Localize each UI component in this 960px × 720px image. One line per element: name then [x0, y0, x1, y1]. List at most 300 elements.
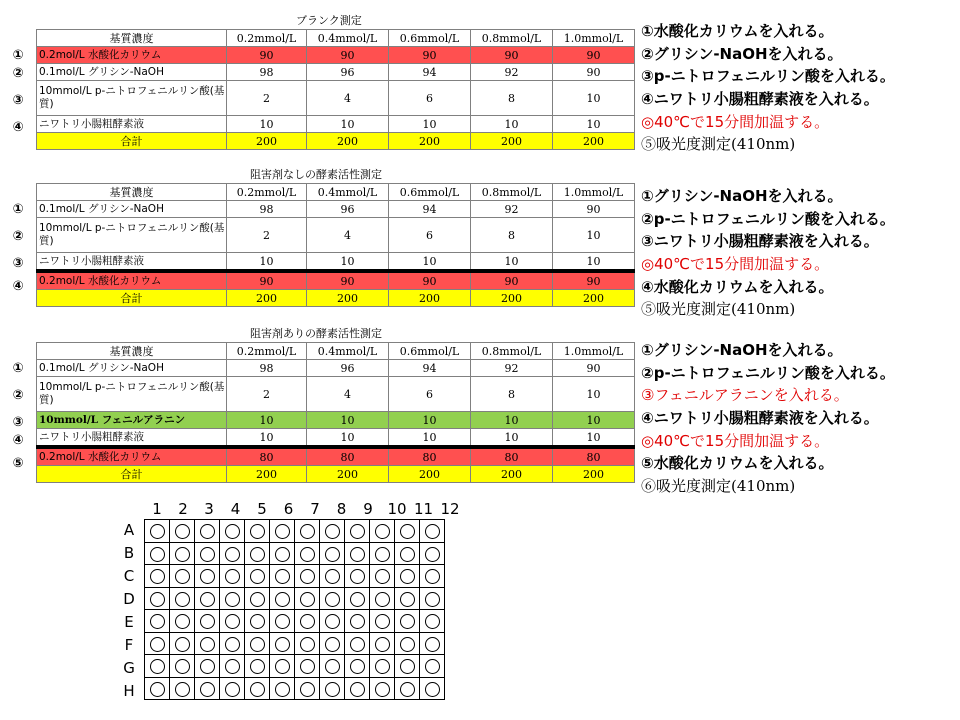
- well-circle-icon: [250, 524, 265, 539]
- plate-well-cell: [395, 587, 420, 610]
- plate-row: [145, 632, 445, 655]
- well-circle-icon: [325, 569, 340, 584]
- well-circle-icon: [300, 659, 315, 674]
- header-cell: 0.4mmol/L: [307, 343, 389, 360]
- step-text: ⑤水酸化カリウムを入れる。: [641, 454, 834, 473]
- plate-well-cell: [420, 655, 445, 678]
- value-cell: 96: [307, 64, 389, 81]
- well-circle-icon: [375, 592, 390, 607]
- table-row: [37, 64, 635, 81]
- well-circle-icon: [375, 524, 390, 539]
- well-circle-icon: [200, 659, 215, 674]
- well-circle-icon: [150, 637, 165, 652]
- value-cell: 2: [227, 377, 307, 412]
- step-text: ③フェニルアラニンを入れる。: [641, 386, 849, 405]
- value-cell: 2: [227, 81, 307, 116]
- header-cell: 0.6mmol/L: [389, 184, 471, 201]
- value-cell: 200: [389, 290, 471, 307]
- value-cell: 200: [553, 133, 635, 150]
- plate-well-cell: [345, 632, 370, 655]
- well-circle-icon: [200, 637, 215, 652]
- plate-well-cell: [295, 610, 320, 633]
- plate-well-cell: [245, 655, 270, 678]
- well-circle-icon: [175, 659, 190, 674]
- well-circle-icon: [225, 547, 240, 562]
- value-cell: 6: [389, 377, 471, 412]
- plate-well-cell: [220, 632, 245, 655]
- noinhib-row-num: ④: [12, 279, 24, 294]
- header-cell: 基質濃度: [37, 184, 227, 201]
- value-cell: 10: [553, 429, 635, 448]
- value-cell: 98: [227, 201, 307, 218]
- blank-steps: [641, 20, 895, 156]
- well-circle-icon: [375, 547, 390, 562]
- value-cell: 94: [389, 360, 471, 377]
- well-circle-icon: [300, 547, 315, 562]
- plate-well-cell: [345, 542, 370, 565]
- reagent-name: ニワトリ小腸粗酵素液: [37, 116, 227, 133]
- plate-well-cell: [370, 610, 395, 633]
- well-circle-icon: [250, 637, 265, 652]
- value-cell: 200: [307, 466, 389, 483]
- plate-well-cell: [295, 587, 320, 610]
- value-cell: 10: [389, 429, 471, 448]
- reagent-name: 0.1mol/L グリシン-NaOH: [37, 201, 227, 218]
- table-header-row: [37, 184, 635, 201]
- noinhib-row-num: ①: [12, 202, 24, 217]
- plate-col-label: 2: [178, 500, 188, 518]
- total-row: [37, 290, 635, 307]
- plate-well-cell: [220, 542, 245, 565]
- value-cell: 200: [227, 466, 307, 483]
- step-text: ◎40℃で15分間加温する。: [641, 431, 830, 450]
- plate-col-label: 10: [387, 500, 407, 518]
- total-row: [37, 133, 635, 150]
- well-circle-icon: [425, 569, 440, 584]
- plate-well-cell: [420, 520, 445, 543]
- reagent-name: 0.1mol/L グリシン-NaOH: [37, 64, 227, 81]
- plate-well-cell: [295, 655, 320, 678]
- plate-well-cell: [420, 587, 445, 610]
- plate-well-cell: [145, 587, 170, 610]
- plate-well-cell: [395, 655, 420, 678]
- plate-well-cell: [270, 587, 295, 610]
- plate-col-label: 6: [283, 500, 294, 518]
- value-cell: 10: [553, 377, 635, 412]
- plate-well-cell: [170, 542, 195, 565]
- plate-well-cell: [345, 520, 370, 543]
- plate-well-cell: [270, 542, 295, 565]
- well-circle-icon: [150, 524, 165, 539]
- plate-well-cell: [320, 542, 345, 565]
- header-cell: 0.6mmol/L: [389, 30, 471, 47]
- value-cell: 90: [553, 47, 635, 64]
- value-cell: 200: [389, 133, 471, 150]
- header-cell: 0.6mmol/L: [389, 343, 471, 360]
- plate-well-cell: [170, 632, 195, 655]
- well-circle-icon: [350, 614, 365, 629]
- well-circle-icon: [400, 637, 415, 652]
- step-text: ④ニワトリ小腸粗酵素液を入れる。: [641, 409, 879, 428]
- plate-well-cell: [395, 632, 420, 655]
- reagent-name: 10mmol/L p-ニトロフェニルリン酸(基質): [37, 218, 227, 253]
- well-circle-icon: [375, 569, 390, 584]
- value-cell: 90: [227, 271, 307, 290]
- value-cell: 10: [389, 253, 471, 272]
- value-cell: 90: [553, 201, 635, 218]
- value-cell: 92: [471, 360, 553, 377]
- well-circle-icon: [300, 682, 315, 697]
- well-circle-icon: [325, 637, 340, 652]
- plate-well-cell: [370, 565, 395, 588]
- well-circle-icon: [425, 637, 440, 652]
- value-cell: 10: [471, 116, 553, 133]
- well-circle-icon: [300, 592, 315, 607]
- table-row: [37, 81, 635, 116]
- blank-row-num: ①: [12, 48, 24, 63]
- plate-well-cell: [345, 565, 370, 588]
- plate-well-cell: [195, 610, 220, 633]
- plate-row: [145, 520, 445, 543]
- step-text: ①グリシン-NaOHを入れる。: [641, 187, 843, 205]
- plate-well-cell: [145, 655, 170, 678]
- value-cell: 10: [471, 253, 553, 272]
- step-text: ④水酸化カリウムを入れる。: [641, 277, 834, 296]
- value-cell: 200: [553, 290, 635, 307]
- plate-well-cell: [245, 632, 270, 655]
- value-cell: 90: [307, 271, 389, 290]
- plate-row-label: G: [123, 659, 135, 677]
- well-circle-icon: [425, 524, 440, 539]
- plate-well-cell: [370, 542, 395, 565]
- value-cell: 80: [227, 447, 307, 466]
- well-circle-icon: [300, 524, 315, 539]
- plate-row-label: D: [123, 590, 135, 608]
- reagent-name: 0.2mol/L 水酸化カリウム: [37, 447, 227, 466]
- reagent-name: 10mmol/L p-ニトロフェニルリン酸(基質): [37, 377, 227, 412]
- well-circle-icon: [150, 614, 165, 629]
- plate-row: [145, 677, 445, 700]
- well-circle-icon: [375, 682, 390, 697]
- inhib-title: 阻害剤ありの酵素活性測定: [250, 327, 382, 340]
- plate-well-cell: [320, 520, 345, 543]
- well-circle-icon: [350, 547, 365, 562]
- well-circle-icon: [350, 524, 365, 539]
- well-circle-icon: [275, 569, 290, 584]
- blank-row-num: ④: [12, 120, 24, 135]
- total-row: [37, 466, 635, 483]
- plate-row-label: A: [123, 521, 135, 539]
- plate-well-cell: [270, 632, 295, 655]
- plate-well-cell: [170, 565, 195, 588]
- value-cell: 10: [553, 412, 635, 429]
- well-circle-icon: [225, 659, 240, 674]
- plate-well-cell: [245, 542, 270, 565]
- well-circle-icon: [275, 659, 290, 674]
- plate-well-cell: [395, 520, 420, 543]
- plate-well-cell: [245, 520, 270, 543]
- plate-well-cell: [295, 520, 320, 543]
- well-circle-icon: [200, 524, 215, 539]
- value-cell: 200: [471, 133, 553, 150]
- well-circle-icon: [325, 682, 340, 697]
- value-cell: 80: [471, 447, 553, 466]
- value-cell: 10: [553, 116, 635, 133]
- well-circle-icon: [275, 614, 290, 629]
- inhib-row-num: ⑤: [12, 456, 24, 471]
- value-cell: 94: [389, 201, 471, 218]
- plate-row-label: H: [123, 682, 135, 700]
- well-circle-icon: [400, 592, 415, 607]
- plate-well-cell: [345, 677, 370, 700]
- value-cell: 92: [471, 201, 553, 218]
- plate-row: [145, 565, 445, 588]
- inhib-steps: [641, 339, 895, 498]
- value-cell: 92: [471, 64, 553, 81]
- blank-row-num: ②: [12, 66, 24, 81]
- header-cell: 1.0mmol/L: [553, 343, 635, 360]
- inhib-row-num: ①: [12, 361, 24, 376]
- noinhib-steps: [641, 185, 895, 321]
- value-cell: 90: [227, 47, 307, 64]
- plate-row: [145, 542, 445, 565]
- inhibitor-row: [37, 412, 635, 429]
- plate-well-cell: [245, 610, 270, 633]
- well-circle-icon: [425, 659, 440, 674]
- well-circle-icon: [225, 637, 240, 652]
- value-cell: 90: [553, 360, 635, 377]
- well-circle-icon: [400, 569, 415, 584]
- value-cell: 10: [307, 253, 389, 272]
- well-circle-icon: [200, 547, 215, 562]
- well-circle-icon: [225, 592, 240, 607]
- value-cell: 10: [307, 429, 389, 448]
- well-circle-icon: [400, 547, 415, 562]
- plate-col-label: 1: [152, 500, 162, 518]
- well-circle-icon: [225, 569, 240, 584]
- value-cell: 200: [389, 466, 471, 483]
- value-cell: 4: [307, 218, 389, 253]
- reagent-name: ニワトリ小腸粗酵素液: [37, 429, 227, 448]
- plate-well-cell: [370, 655, 395, 678]
- plate-well-cell: [170, 677, 195, 700]
- well-circle-icon: [425, 592, 440, 607]
- plate-well-cell: [170, 520, 195, 543]
- value-cell: 80: [389, 447, 471, 466]
- plate-col-label: 11: [413, 500, 434, 518]
- table-row: [37, 360, 635, 377]
- well-circle-icon: [250, 659, 265, 674]
- plate-well-cell: [345, 587, 370, 610]
- step-text: ④ニワトリ小腸粗酵素液を入れる。: [641, 90, 879, 109]
- blank-title: ブランク測定: [296, 14, 362, 27]
- value-cell: 8: [471, 218, 553, 253]
- plate-well-cell: [320, 610, 345, 633]
- plate-well-cell: [170, 610, 195, 633]
- well-circle-icon: [275, 682, 290, 697]
- table-row: [37, 47, 635, 64]
- plate-well-cell: [195, 587, 220, 610]
- plate-row: [145, 655, 445, 678]
- value-cell: 200: [471, 290, 553, 307]
- value-cell: 10: [307, 116, 389, 133]
- well-circle-icon: [175, 614, 190, 629]
- value-cell: 10: [553, 253, 635, 272]
- value-cell: 90: [389, 271, 471, 290]
- reagent-name: 0.2mol/L 水酸化カリウム: [37, 271, 227, 290]
- plate-col-label: 9: [363, 500, 373, 518]
- header-cell: 0.2mmol/L: [227, 30, 307, 47]
- table-header-row: [37, 343, 635, 360]
- plate-well-cell: [370, 587, 395, 610]
- value-cell: 90: [307, 47, 389, 64]
- step-text: ③p-ニトロフェニルリン酸を入れる。: [641, 67, 895, 86]
- plate-well-cell: [320, 587, 345, 610]
- well-circle-icon: [200, 569, 215, 584]
- step-text: ③ニワトリ小腸粗酵素液を入れる。: [641, 232, 879, 251]
- well-circle-icon: [250, 569, 265, 584]
- well-circle-icon: [200, 614, 215, 629]
- well-circle-icon: [250, 592, 265, 607]
- plate-well-cell: [370, 632, 395, 655]
- well-circle-icon: [350, 682, 365, 697]
- well-circle-icon: [175, 547, 190, 562]
- value-cell: 10: [227, 412, 307, 429]
- plate-well-cell: [220, 565, 245, 588]
- plate-well-cell: [395, 677, 420, 700]
- reagent-name: ニワトリ小腸粗酵素液: [37, 253, 227, 272]
- plate-col-label: 5: [257, 500, 267, 518]
- plate-well-cell: [220, 655, 245, 678]
- table-row: [37, 218, 635, 253]
- plate-col-label: 8: [336, 500, 347, 518]
- well-circle-icon: [400, 524, 415, 539]
- step-text: ②p-ニトロフェニルリン酸を入れる。: [641, 363, 895, 382]
- reagent-name: 10mmol/L フェニルアラニン: [37, 412, 227, 429]
- reagent-name: 10mmol/L p-ニトロフェニルリン酸(基質): [37, 81, 227, 116]
- table-row: [37, 377, 635, 412]
- plate-well-cell: [345, 610, 370, 633]
- plate-well-cell: [320, 632, 345, 655]
- plate-well-cell: [145, 610, 170, 633]
- table-row: [37, 253, 635, 272]
- plate-well-cell: [220, 587, 245, 610]
- total-label: 合計: [37, 466, 227, 483]
- well-circle-icon: [150, 592, 165, 607]
- blank-row-num: ③: [12, 93, 24, 108]
- well-circle-icon: [250, 547, 265, 562]
- plate-well-cell: [420, 632, 445, 655]
- plate-col-label: 3: [204, 500, 214, 518]
- header-cell: 1.0mmol/L: [553, 30, 635, 47]
- plate-row-label: C: [123, 567, 135, 585]
- plate-well-cell: [320, 677, 345, 700]
- value-cell: 90: [553, 64, 635, 81]
- table-row: [37, 429, 635, 448]
- step-text: ②グリシン-NaOHを入れる。: [641, 44, 843, 63]
- well-circle-icon: [325, 592, 340, 607]
- value-cell: 10: [389, 116, 471, 133]
- well-circle-icon: [250, 682, 265, 697]
- value-cell: 200: [227, 290, 307, 307]
- header-cell: 0.4mmol/L: [307, 30, 389, 47]
- value-cell: 96: [307, 360, 389, 377]
- well-circle-icon: [225, 524, 240, 539]
- plate-col-label: 4: [230, 500, 241, 518]
- table-row: [37, 116, 635, 133]
- well-circle-icon: [300, 614, 315, 629]
- plate-well-cell: [195, 655, 220, 678]
- value-cell: 10: [307, 412, 389, 429]
- plate-well-cell: [145, 542, 170, 565]
- plate-well-cell: [345, 655, 370, 678]
- value-cell: 6: [389, 81, 471, 116]
- well-circle-icon: [275, 547, 290, 562]
- value-cell: 8: [471, 81, 553, 116]
- plate-well-cell: [295, 542, 320, 565]
- well-circle-icon: [325, 547, 340, 562]
- value-cell: 6: [389, 218, 471, 253]
- plate-well-cell: [395, 565, 420, 588]
- plate-well-cell: [145, 632, 170, 655]
- well-circle-icon: [175, 569, 190, 584]
- well-circle-icon: [300, 637, 315, 652]
- well-circle-icon: [400, 682, 415, 697]
- well-circle-icon: [275, 592, 290, 607]
- well-circle-icon: [350, 592, 365, 607]
- well-circle-icon: [325, 524, 340, 539]
- step-text: ◎40℃で15分間加温する。: [641, 112, 830, 131]
- plate-well-cell: [245, 587, 270, 610]
- plate-well-cell: [320, 565, 345, 588]
- value-cell: 98: [227, 360, 307, 377]
- well-circle-icon: [225, 614, 240, 629]
- well-circle-icon: [150, 569, 165, 584]
- well-circle-icon: [300, 569, 315, 584]
- well-circle-icon: [350, 659, 365, 674]
- step-text: ⑤吸光度測定(410nm): [641, 300, 796, 319]
- plate-row-label: E: [124, 613, 134, 631]
- well-circle-icon: [175, 637, 190, 652]
- value-cell: 90: [553, 271, 635, 290]
- plate-well-cell: [195, 677, 220, 700]
- total-label: 合計: [37, 133, 227, 150]
- well-circle-icon: [350, 569, 365, 584]
- value-cell: 8: [471, 377, 553, 412]
- blank-table: [36, 29, 635, 150]
- plate-well-cell: [370, 520, 395, 543]
- well-circle-icon: [200, 682, 215, 697]
- value-cell: 98: [227, 64, 307, 81]
- well-circle-icon: [150, 682, 165, 697]
- well-circle-icon: [275, 637, 290, 652]
- plate-well-cell: [245, 565, 270, 588]
- value-cell: 80: [553, 447, 635, 466]
- well-circle-icon: [350, 637, 365, 652]
- well-circle-icon: [175, 592, 190, 607]
- step-text: ◎40℃で15分間加温する。: [641, 255, 830, 274]
- plate-well-cell: [320, 655, 345, 678]
- well-circle-icon: [425, 547, 440, 562]
- header-cell: 0.8mmol/L: [471, 343, 553, 360]
- plate-well-cell: [170, 655, 195, 678]
- plate-well-cell: [420, 565, 445, 588]
- plate-col-label: 12: [440, 500, 460, 518]
- value-cell: 10: [553, 218, 635, 253]
- well-circle-icon: [200, 592, 215, 607]
- value-cell: 10: [227, 429, 307, 448]
- plate-well-cell: [145, 520, 170, 543]
